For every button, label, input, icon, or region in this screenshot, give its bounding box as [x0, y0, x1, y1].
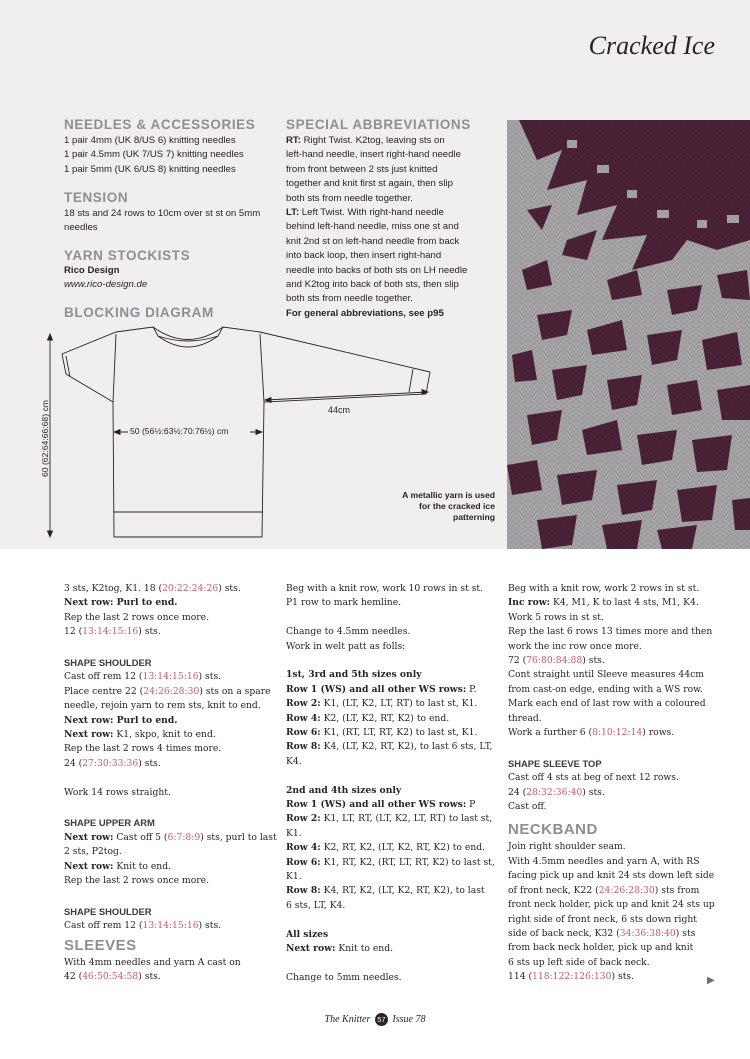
blocking-heading: BLOCKING DIAGRAM: [64, 305, 214, 320]
general-abbreviations-link: For general abbreviations, see p95: [286, 307, 444, 319]
body-line: Inc row: K4, M1, K to last 4 sts, M1, K4.: [508, 597, 699, 609]
sleeve-length-label: 44cm: [328, 405, 351, 415]
body-line: Change to 4.5mm needles.: [286, 626, 411, 638]
body-line: Next row: Purl to end.: [64, 597, 178, 609]
body-line: Rep the last 2 rows once more.: [64, 875, 209, 887]
stockist-url[interactable]: www.rico-design.de: [64, 279, 148, 291]
yarn-stockist: [64, 264, 147, 293]
body-line: right side of front neck, 6 sts down right: [508, 913, 697, 925]
body-line: Row 6: K1, (RT, LT, RT, K2) to last st, K1.: [286, 727, 478, 739]
stockist-name: Rico Design: [64, 265, 120, 276]
body-line: Next row: Knit to end.: [64, 860, 171, 872]
body-line: Row 4: K2, (LT, K2, RT, K2) to end.: [286, 712, 450, 724]
body-line: Row 6: K1, RT, K2, (RT, LT, RT, K2) to last st,: [286, 856, 495, 868]
body-line: Change to 5mm needles.: [286, 971, 402, 983]
body-line: Cont straight until Sleeve measures 44cm: [508, 669, 704, 681]
body-line: Cast off rem 12 (13:14:15:16) sts.: [64, 920, 222, 932]
body-line: K4.: [286, 755, 302, 767]
issue-number: Issue 78: [392, 1013, 426, 1025]
body-line: Next row: Knit to end.: [286, 943, 393, 955]
body-line: from cast-on edge, ending with a WS row.: [508, 683, 703, 695]
shape-shoulder-heading: SHAPE SHOULDER: [64, 657, 152, 669]
body-line: Row 8: K4, RT, K2, (LT, K2, RT, K2), to last: [286, 885, 485, 897]
body-line: Row 1 (WS) and all other WS rows: P: [286, 799, 476, 811]
needles-list: [64, 134, 244, 177]
body-line: Work in welt patt as folls:: [286, 640, 406, 652]
body-line: Mark each end of last row with a coloured: [508, 698, 706, 710]
body-line: 12 (13:14:15:16) sts.: [64, 626, 161, 638]
tension-line: needles: [64, 222, 98, 234]
body-line: Row 1 (WS) and all other WS rows: P.: [286, 683, 477, 695]
tension-heading: TENSION: [64, 190, 129, 205]
body-line: from back neck holder, pick up and knit: [508, 942, 694, 954]
size-heading: 1st, 3rd and 5th sizes only: [286, 669, 422, 681]
body-line: Next row: Purl to end.: [64, 714, 178, 726]
tension-line: 18 sts and 24 rows to 10cm over st st on 5mm: [64, 208, 261, 219]
needle-line: 1 pair 4.5mm (UK 7/US 7) knitting needles: [64, 149, 244, 161]
body-line: needle, rejoin yarn to rem sts, knit to end.: [64, 700, 261, 712]
needles-heading: NEEDLES & ACCESSORIES: [64, 117, 256, 132]
body-line: 24 (27:30:33:36) sts.: [64, 757, 161, 769]
rt-line: both sts from needle together.: [286, 192, 413, 204]
rt-line: together and knit first st again, then slip: [286, 178, 453, 190]
sleeves-heading: SLEEVES: [64, 936, 137, 954]
body-line: 6 sts, LT, K4.: [286, 899, 346, 911]
sweater-diagram: [28, 322, 448, 547]
body-line: Work 5 rows in st st.: [508, 611, 604, 623]
body-line: Row 2: K1, (LT, K2, LT, RT) to last st, K1.: [286, 698, 478, 710]
pattern-title: Cracked Ice: [588, 31, 715, 60]
magazine-name: The Knitter: [324, 1013, 371, 1025]
neckband-heading: NECKBAND: [508, 821, 598, 839]
shape-upper-arm-heading: SHAPE UPPER ARM: [64, 817, 155, 829]
shape-shoulder-heading-2: SHAPE SHOULDER: [64, 905, 152, 917]
body-line: P1 row to mark hemline.: [286, 597, 402, 609]
body-line: Row 4: K2, RT, K2, (LT, K2, RT, K2) to end.: [286, 842, 486, 854]
lt-line: both sts from needle together.: [286, 293, 413, 305]
photo-caption: A metallic yarn is used for the cracked ice patterning: [402, 490, 495, 522]
body-line: Work a further 6 (8:10:12:14) rows.: [508, 727, 675, 739]
body-line: Row 2: K1, LT, RT, (LT, K2, LT, RT) to last st,: [286, 813, 493, 825]
page-number: 57: [375, 1013, 388, 1026]
body-line: facing pick up and knit 24 sts down left side: [508, 870, 715, 882]
body-line: 2 sts, P2tog.: [64, 846, 122, 858]
body-line: With 4mm needles and yarn A cast on: [64, 956, 241, 968]
body-line: Rep the last 2 rows 4 times more.: [64, 743, 222, 755]
body-line: Next row: K1, skpo, knit to end.: [64, 729, 216, 741]
abbreviations-text: [286, 134, 467, 321]
size-heading: 2nd and 4th sizes only: [286, 784, 402, 796]
column-2: [286, 582, 501, 985]
body-line: 6 sts up left side of back neck.: [508, 956, 650, 968]
body-line: Beg with a knit row, work 10 rows in st st.: [286, 583, 484, 594]
body-line: Work 14 rows straight.: [64, 786, 171, 798]
body-line: side of back neck, K32 (34:36:38:40) sts: [508, 927, 696, 939]
body-line: Cast off.: [508, 801, 547, 813]
body-line: K1.: [286, 827, 302, 839]
body-line: Beg with a knit row, work 2 rows in st st.: [508, 583, 700, 594]
tension-text: [64, 207, 260, 236]
lt-line: knit 2nd st on left-hand needle from back: [286, 235, 460, 247]
rt-line: from front between 2 sts just knitted: [286, 163, 438, 175]
page-footer: [0, 1013, 750, 1026]
body-line: Place centre 22 (24:26:28:30) sts on a spare: [64, 685, 271, 697]
body-line: Cast off rem 12 (13:14:15:16) sts.: [64, 671, 222, 683]
rt-line: Right Twist. K2tog, leaving sts on: [300, 135, 445, 146]
cracked-ice-knit-image: [507, 120, 750, 549]
lt-line: needle into backs of both sts on LH needle: [286, 264, 468, 276]
rt-label: RT:: [286, 135, 301, 146]
body-line: 72 (76:80:84:88) sts.: [508, 655, 605, 667]
lt-line: behind left-hand needle, miss one st and: [286, 221, 459, 233]
yarn-heading: YARN STOCKISTS: [64, 248, 191, 263]
body-line: With 4.5mm needles and yarn A, with RS: [508, 855, 700, 867]
knit-photo: [507, 120, 750, 549]
column-3: [508, 582, 723, 985]
chest-width-label: 50 (56½:63½:70:76½) cm: [130, 426, 229, 436]
needle-line: 1 pair 5mm (UK 6/US 8) knitting needles: [64, 163, 236, 175]
body-line: of front neck, K22 (24:26:28:30) sts from: [508, 884, 700, 896]
continue-arrow-icon: ▶: [707, 975, 715, 986]
body-line: 42 (46:50:54:58) sts.: [64, 971, 161, 983]
body-line: Next row: Cast off 5 (6:7:8:9) sts, purl to last: [64, 831, 277, 843]
body-line: Rep the last 6 rows 13 times more and then: [508, 626, 713, 638]
lt-line: Left Twist. With right-hand needle: [299, 207, 445, 219]
size-heading: All sizes: [286, 928, 329, 940]
body-line: K1.: [286, 871, 302, 883]
lt-label: LT:: [286, 207, 300, 219]
body-line: Cast off 4 sts at beg of next 12 rows.: [508, 772, 679, 784]
body-line: 3 sts, K2tog, K1. 18 (20:22:24:26) sts.: [64, 583, 241, 594]
body-line: Rep the last 2 rows once more.: [64, 611, 209, 623]
blocking-diagram: [28, 322, 448, 552]
rt-line: left-hand needle, insert right-hand needle: [286, 149, 461, 161]
body-line: front neck holder, pick up and knit 24 sts up: [508, 899, 715, 911]
body-line: 24 (28:32:36:40) sts.: [508, 786, 605, 798]
column-1: [64, 582, 279, 985]
lt-line: and K2tog into back of both sts, then slip: [286, 279, 459, 291]
shape-sleeve-top-heading: SHAPE SLEEVE TOP: [508, 757, 602, 769]
body-line: Join right shoulder seam.: [508, 841, 626, 853]
body-line: Row 8: K4, (LT, K2, RT, K2), to last 6 sts, LT,: [286, 741, 493, 753]
body-line: thread.: [508, 712, 542, 724]
needle-line: 1 pair 4mm (UK 8/US 6) knitting needles: [64, 135, 236, 146]
body-line: 114 (118:122:126:130) sts.: [508, 971, 635, 983]
abbreviations-heading: SPECIAL ABBREVIATIONS: [286, 117, 471, 132]
lt-line: into back loop, then insert right-hand: [286, 250, 442, 262]
body-line: work the inc row once more.: [508, 640, 642, 652]
body-length-label: 60 (62:64:66:68) cm: [40, 400, 50, 477]
